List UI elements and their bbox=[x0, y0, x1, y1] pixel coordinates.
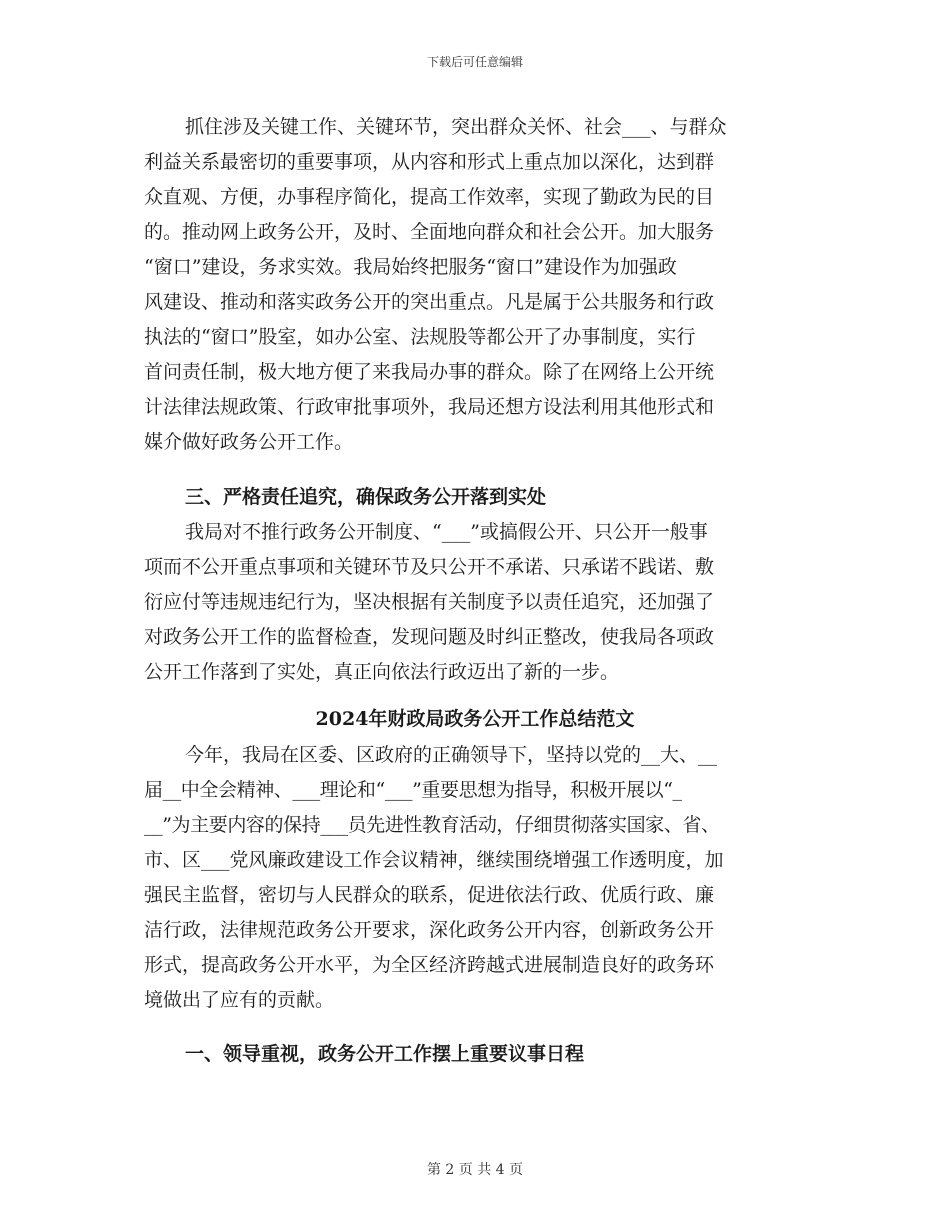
section-heading: 三、严格责任追究，确保政务公开落到实处 bbox=[185, 486, 547, 508]
paragraph-line: 市、区___党风廉政建设工作会议精神，继续围绕增强工作透明度，加 bbox=[144, 849, 724, 871]
paragraph-line: “窗口”建设，务求实效。我局始终把服务“窗口”建设作为加强政 bbox=[144, 256, 677, 278]
paragraph-line: 我局对不推行政务公开制度、“___”或搞假公开、只公开一般事 bbox=[185, 521, 708, 543]
paragraph-line: 首问责任制，极大地方便了来我局办事的群众。除了在网络上公开统 bbox=[144, 361, 715, 383]
paragraph-line: 媒介做好政务公开工作。 bbox=[144, 431, 354, 453]
paragraph-line: 强民主监督，密切与人民群众的联系，促进依法行政、优质行政、廉 bbox=[144, 884, 715, 906]
paragraph-line: 形式，提高政务公开水平，为全区经济跨越式进展制造良好的政务环 bbox=[144, 954, 715, 976]
paragraph-line: 衍应付等违规违纪行为，坚决根据有关制度予以责任追究，还加强了 bbox=[144, 591, 715, 613]
paragraph-line: 执法的“窗口”股室，如办公室、法规股等都公开了办事制度，实行 bbox=[144, 326, 696, 348]
paragraph-line: 风建设、推动和落实政务公开的突出重点。凡是属于公共服务和行政 bbox=[144, 291, 715, 313]
paragraph-line: 对政务公开工作的监督检查，发现问题及时纠正整改，使我局各项政 bbox=[144, 626, 715, 648]
document-title: 2024年财政局政务公开工作总结范文 bbox=[315, 708, 635, 730]
paragraph-line: 届__中全会精神、___理论和“___”重要思想为指导，积极开展以“_ bbox=[144, 779, 682, 801]
paragraph-line: __”为主要内容的保持___员先进性教育活动，仔细贯彻落实国家、省、 bbox=[144, 814, 720, 836]
page-number: 第 2 页 共 4 页 bbox=[426, 1162, 524, 1178]
paragraph-line: 境做出了应有的贡献。 bbox=[144, 989, 335, 1011]
paragraph-line: 今年，我局在区委、区政府的正确领导下，坚持以党的__大、__ bbox=[185, 744, 718, 766]
section-heading: 一、领导重视，政务公开工作摆上重要议事日程 bbox=[185, 1043, 585, 1065]
paragraph-line: 洁行政，法律规范政务公开要求，深化政务公开内容，创新政务公开 bbox=[144, 919, 715, 941]
page-header-note: 下载后可任意编辑 bbox=[426, 55, 523, 69]
paragraph-line: 的。推动网上政务公开，及时、全面地向群众和社会公开。加大服务 bbox=[144, 221, 715, 243]
paragraph-line: 项而不公开重点事项和关键环节及只公开不承诺、只承诺不践诺、敷 bbox=[144, 556, 715, 578]
paragraph-line: 计法律法规政策、行政审批事项外，我局还想方设法利用其他形式和 bbox=[144, 396, 715, 418]
paragraph-line: 众直观、方便，办事程序简化，提高工作效率，实现了勤政为民的目 bbox=[144, 186, 715, 208]
paragraph-line: 抓住涉及关键工作、关键环节，突出群众关怀、社会___、与群众 bbox=[185, 116, 727, 138]
paragraph-line: 公开工作落到了实处，真正向依法行政迈出了新的一步。 bbox=[144, 661, 620, 683]
paragraph-line: 利益关系最密切的重要事项，从内容和形式上重点加以深化，达到群 bbox=[144, 151, 715, 173]
